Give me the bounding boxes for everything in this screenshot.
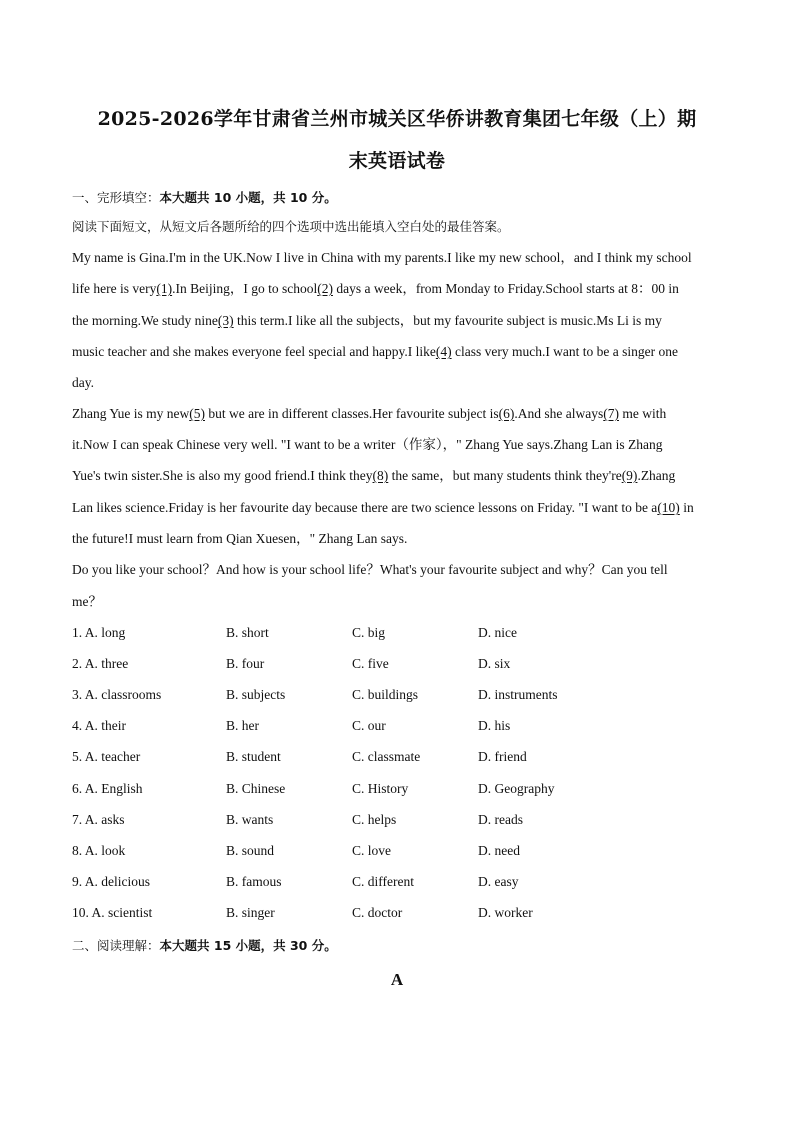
option-d: D. nice bbox=[478, 625, 517, 640]
option-c: C. History bbox=[352, 780, 409, 796]
option-c: C. five bbox=[352, 656, 389, 672]
question-row bbox=[72, 717, 732, 735]
option-b: B. student bbox=[226, 749, 281, 765]
blank-8: (8) bbox=[372, 468, 389, 483]
option-d: D. easy bbox=[478, 873, 519, 889]
section-1-instruction: 阅读下面短文，从短文后各题所给的四个选项中选出能填入空白处的最佳答案。 bbox=[72, 219, 510, 234]
section-1-label: 一、完形填空： bbox=[72, 190, 160, 205]
option-d: D. worker bbox=[478, 904, 533, 920]
option-a: 2. A. three bbox=[72, 656, 129, 672]
passage-text: Zhang Yue is my new bbox=[72, 406, 190, 421]
passage-text: the morning.We study nine bbox=[72, 313, 218, 328]
option-b: B. famous bbox=[226, 873, 282, 889]
option-b: B. four bbox=[226, 656, 265, 672]
passage-line-6 bbox=[72, 405, 666, 423]
passage-text: the same，but many students think they're bbox=[388, 468, 622, 483]
option-b: B. singer bbox=[226, 904, 275, 920]
option-d: D. six bbox=[478, 656, 511, 672]
question-row bbox=[72, 780, 732, 798]
passage-a-heading: A bbox=[390, 970, 404, 989]
passage-line-10: the future!I must learn from Qian Xuesen，" Zhang Lan says. bbox=[72, 531, 408, 546]
passage-line-3 bbox=[72, 312, 662, 330]
section-1-description: 本大题共 10 小题，共 10 分。 bbox=[159, 190, 337, 205]
option-c: C. our bbox=[352, 718, 386, 734]
exam-title-line-1: 2025-2026学年甘肃省兰州市城关区华侨讲教育集团七年级（上）期 bbox=[97, 108, 697, 130]
passage-text: Lan likes science.Friday is her favourite day because there are two science lessons on Friday. "I want to be a bbox=[72, 500, 658, 515]
question-row bbox=[72, 686, 732, 704]
passage-line-4 bbox=[72, 343, 678, 361]
passage-line-11: Do you like your school？And how is your school life？What's your favourite subject and why？Can you tell bbox=[72, 562, 668, 577]
passage-line-1: My name is Gina.I'm in the UK.Now I live in China with my parents.I like my new school，and I think my school bbox=[72, 250, 692, 265]
option-d: D. friend bbox=[478, 749, 527, 765]
passage-text: this term.I like all the subjects，but my favourite subject is music.Ms Li is my bbox=[233, 313, 662, 328]
option-c: C. buildings bbox=[352, 687, 419, 703]
option-c: C. helps bbox=[352, 811, 397, 827]
option-c: C. different bbox=[352, 873, 414, 889]
passage-text: music teacher and she makes everyone feel special and happy.I like bbox=[72, 344, 436, 359]
passage-text: me with bbox=[619, 406, 667, 421]
blank-6: (6) bbox=[498, 406, 515, 421]
option-a: 1. A. long bbox=[72, 625, 126, 640]
option-c: C. classmate bbox=[352, 749, 421, 765]
option-c: C. love bbox=[352, 842, 391, 858]
passage-line-12: me？ bbox=[72, 594, 102, 609]
section-2-label: 二、阅读理解： bbox=[72, 938, 160, 953]
question-row bbox=[72, 624, 732, 642]
passage-text: Yue's twin sister.She is also my good friend.I think they bbox=[72, 468, 373, 483]
passage-line-9 bbox=[72, 499, 694, 517]
option-b: B. short bbox=[226, 625, 269, 640]
blank-3: (3) bbox=[217, 313, 234, 328]
option-d: D. his bbox=[478, 718, 511, 734]
passage-text: life here is very bbox=[72, 281, 157, 296]
option-c: C. doctor bbox=[352, 904, 403, 920]
blank-4: (4) bbox=[435, 344, 452, 359]
blank-1: (1) bbox=[156, 281, 173, 296]
question-row bbox=[72, 811, 732, 829]
passage-text: class very much.I want to be a singer one bbox=[451, 344, 679, 359]
option-a: 5. A. teacher bbox=[72, 749, 141, 765]
question-row bbox=[72, 873, 732, 891]
blank-5: (5) bbox=[189, 406, 205, 421]
passage-line-8 bbox=[72, 467, 675, 485]
option-b: B. Chinese bbox=[226, 780, 286, 796]
blank-2: (2) bbox=[317, 281, 333, 296]
option-a: 6. A. English bbox=[72, 780, 143, 796]
blank-9: (9) bbox=[621, 468, 638, 483]
option-a: 8. A. look bbox=[72, 842, 126, 858]
passage-text: days a week，from Monday to Friday.School starts at 8：00 in bbox=[332, 281, 679, 296]
option-b: B. sound bbox=[226, 842, 275, 858]
passage-text: in bbox=[679, 500, 694, 515]
option-a: 3. A. classrooms bbox=[72, 687, 162, 703]
option-d: D. instruments bbox=[478, 687, 558, 703]
option-d: D. reads bbox=[478, 811, 523, 827]
question-row bbox=[72, 842, 732, 860]
option-d: D. need bbox=[478, 842, 520, 858]
question-row bbox=[72, 655, 732, 673]
option-c: C. big bbox=[352, 625, 386, 640]
exam-title-line-2: 末英语试卷 bbox=[348, 150, 446, 172]
blank-7: (7) bbox=[603, 406, 619, 421]
section-2-description: 本大题共 15 小题，共 30 分。 bbox=[159, 938, 337, 953]
passage-text: .And she always bbox=[514, 406, 604, 421]
option-a: 4. A. their bbox=[72, 718, 126, 734]
option-b: B. her bbox=[226, 718, 259, 734]
option-a: 7. A. asks bbox=[72, 811, 125, 827]
passage-line-7: it.Now I can speak Chinese very well. "I want to be a writer（作家），" Zhang Yue says.Zhang Lan is Zhang bbox=[72, 437, 663, 452]
passage-line-2 bbox=[72, 280, 679, 298]
question-row bbox=[72, 748, 732, 766]
option-b: B. wants bbox=[226, 811, 274, 827]
section-1-heading bbox=[72, 188, 337, 206]
passage-text: .In Beijing，I go to school bbox=[172, 281, 318, 296]
option-a: 10. A. scientist bbox=[72, 904, 153, 920]
passage-text: but we are in different classes.Her favourite subject is bbox=[204, 406, 499, 421]
option-a: 9. A. delicious bbox=[72, 873, 150, 889]
question-row bbox=[72, 904, 732, 922]
option-b: B. subjects bbox=[226, 687, 286, 703]
section-2-heading bbox=[72, 936, 337, 954]
option-d: D. Geography bbox=[478, 780, 555, 796]
passage-line-5: day. bbox=[72, 375, 94, 390]
passage-text: .Zhang bbox=[637, 468, 676, 483]
blank-10: (10) bbox=[657, 500, 680, 515]
